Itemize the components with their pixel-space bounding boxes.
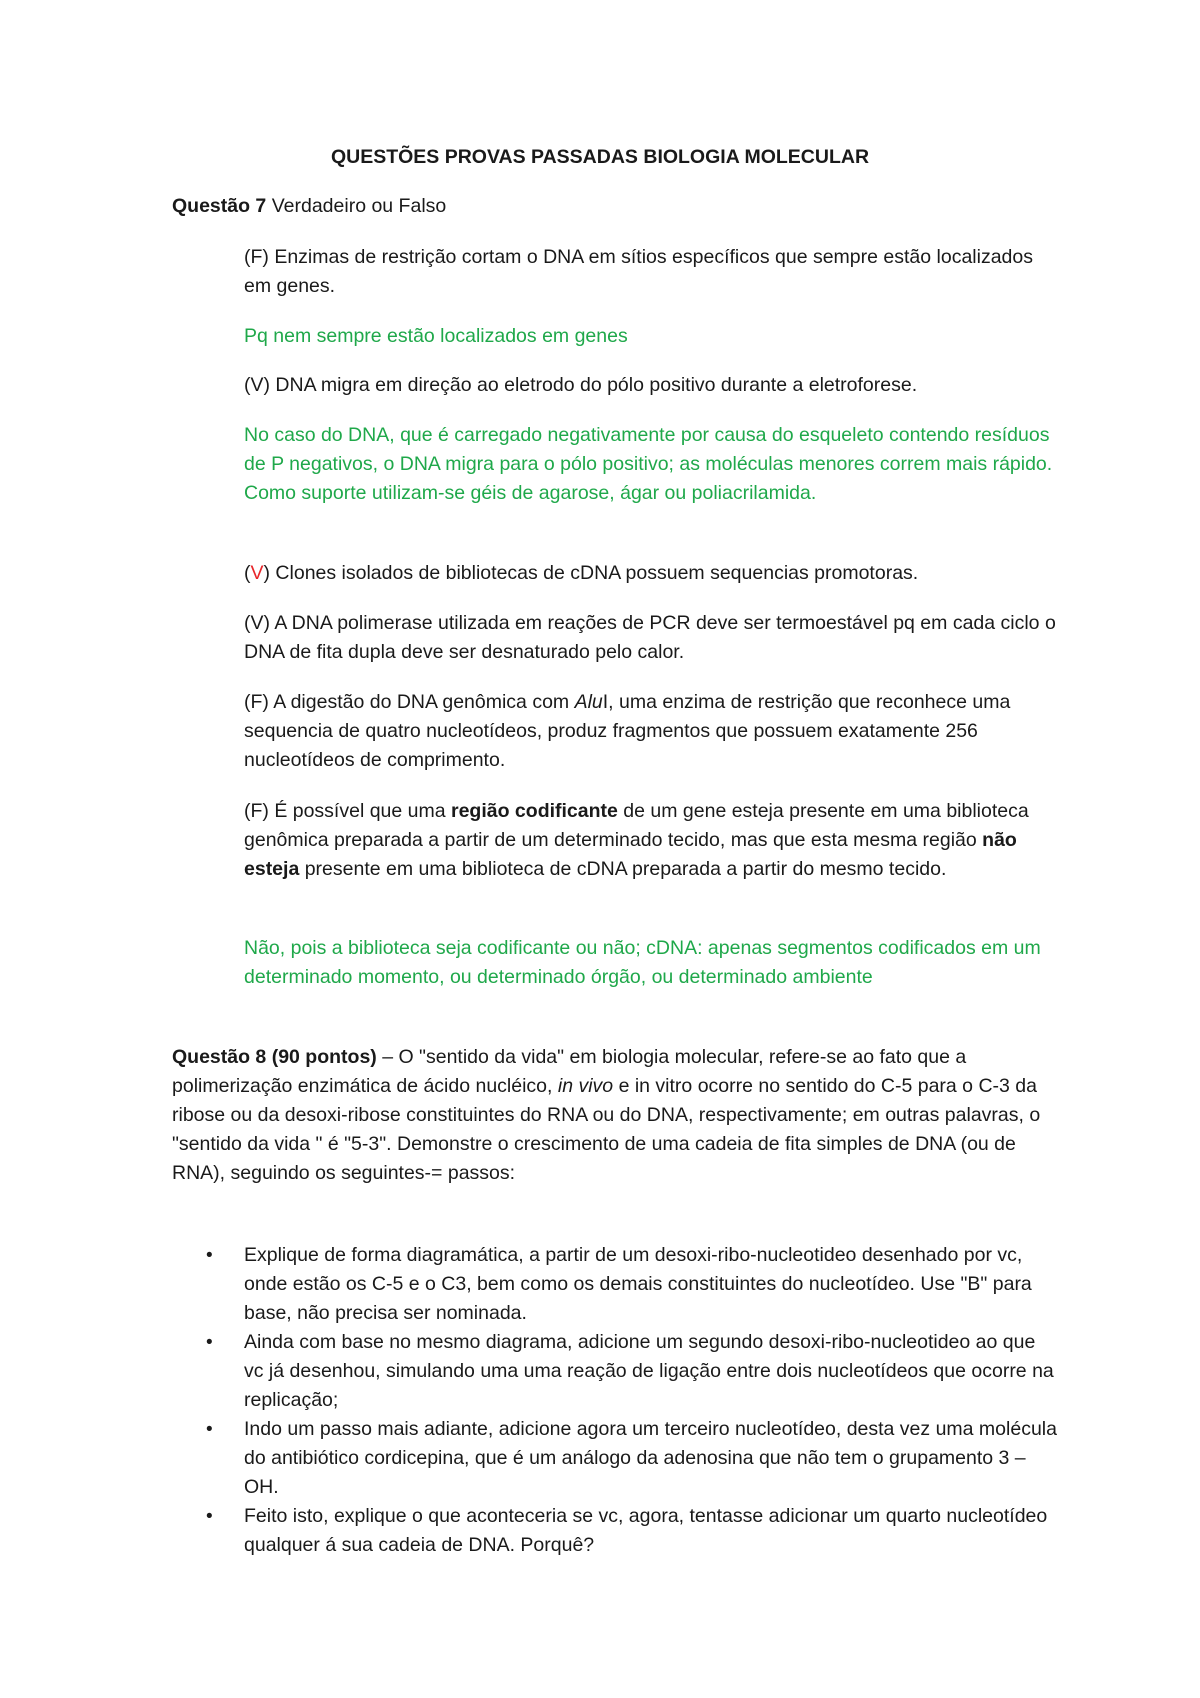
q7-item-2-text: DNA migra em direção ao eletrodo do pólo positivo durante a eletroforese. (270, 374, 918, 396)
q7-item-6 (244, 797, 1064, 884)
list-item (200, 1415, 1060, 1502)
q7-item-3-text: Clones isolados de bibliotecas de cDNA possuem sequencias promotoras. (270, 562, 919, 584)
q7-item-3-open: ( (244, 562, 251, 584)
q7-item-1-text: Enzimas de restrição cortam o DNA em sítios específicos que sempre estão localizados em genes. (244, 246, 1033, 297)
q7-item-1 (244, 243, 1064, 301)
question-8-statement (172, 1043, 1052, 1188)
bullet-icon: • (206, 1506, 213, 1527)
q7-item-6-bold-2: não esteja (244, 829, 1017, 880)
q7-item-5-alu: Alu (574, 691, 603, 713)
q7-item-6-text-a: (F) É possível que uma (244, 800, 451, 822)
q7-item-6-answer: Não, pois a biblioteca seja codificante ou não; cDNA: apenas segmentos codificados em um determinado momento, ou determinado órgão, ou determinado ambiente (244, 937, 1041, 988)
question-7-heading (172, 192, 1052, 221)
bullet-icon: • (206, 1245, 213, 1266)
q7-item-6-bold-1: região codificante (451, 800, 618, 822)
question-8-text-a: – O "sentido da vida" em biologia molecular, refere-se ao fato que a polimerização enzimática de ácido nucléico, (172, 1046, 967, 1097)
q7-item-6-text-c: presente em uma biblioteca de cDNA preparada a partir do mesmo tecido. (299, 858, 947, 880)
q7-item-3-mark: V (250, 562, 264, 584)
bullet-icon: • (206, 1419, 213, 1440)
q7-item-3-close: ) (263, 562, 271, 584)
q7-item-6-text-b: de um gene esteja presente em uma biblioteca genômica preparada a partir de um determinado tecido, mas que esta mesma região (244, 800, 1029, 851)
question-8-text-b: e in vitro ocorre no sentido do C-5 para o C-3 da ribose ou da desoxi-ribose constituintes do RNA ou do DNA, respectivamente; em outras palavras, o "sentido da vida " é "5-3". Demonstre o crescimento de uma cadeia de fita simples de DNA (ou de RNA), seguindo os seguintes-= passos: (172, 1075, 1041, 1184)
list-item (200, 1502, 1060, 1560)
q7-item-1-mark: (F) (244, 246, 269, 268)
list-item-text: Indo um passo mais adiante, adicione agora um terceiro nucleotídeo, desta vez uma molécula do antibiótico cordicepina, que é um análogo da adenosina que não tem o grupamento 3 – OH. (244, 1418, 1057, 1498)
q7-item-5-text-a: (F) A digestão do DNA genômica com (244, 691, 575, 713)
q7-item-1-answer: Pq nem sempre estão localizados em genes (244, 325, 628, 347)
list-item-text: Ainda com base no mesmo diagrama, adicione um segundo desoxi-ribo-nucleotideo ao que vc já desenhou, simulando uma uma reação de ligação entre dois nucleotídeos que ocorre na replicação; (244, 1331, 1054, 1411)
q7-item-2-answer: No caso do DNA, que é carregado negativamente por causa do esqueleto contendo resíduos de P negativos, o DNA migra para o pólo positivo; as moléculas menores correm mais rápido. Como suporte utilizam-se géis de agarose, ágar ou poliacrilamida. (244, 424, 1053, 504)
question-8-steps (200, 1241, 1060, 1560)
bullet-icon: • (206, 1332, 213, 1353)
question-7-label: Questão 7 (172, 195, 267, 217)
list-item (200, 1328, 1060, 1415)
q7-item-2 (244, 371, 1064, 400)
q7-item-5 (244, 688, 1064, 775)
q7-item-4: (V) A DNA polimerase utilizada em reações de PCR deve ser termoestável pq em cada ciclo o DNA de fita dupla deve ser desnaturado pelo calor. (244, 612, 1056, 663)
question-8-label: Questão 8 (90 pontos) (172, 1046, 377, 1068)
q7-item-5-text-b: I, uma enzima de restrição que reconhece uma sequencia de quatro nucleotídeos, produz fragmentos que possuem exatamente 256 nucleotídeos de comprimento. (244, 691, 1011, 771)
list-item-text: Feito isto, explique o que aconteceria se vc, agora, tentasse adicionar um quarto nucleotídeo qualquer á sua cadeia de DNA. Porquê? (244, 1505, 1048, 1556)
question-7-text: Verdadeiro ou Falso (266, 195, 447, 217)
page-title: QUESTÕES PROVAS PASSADAS BIOLOGIA MOLECULAR (330, 146, 870, 168)
q7-item-2-mark: (V) (244, 374, 270, 396)
q7-item-3 (244, 559, 1064, 588)
list-item-text: Explique de forma diagramática, a partir de um desoxi-ribo-nucleotideo desenhado por vc, onde estão os C-5 e o C3, bem como os demais constituintes do nucleotídeo. Use "B" para base, não precisa ser nominada. (244, 1244, 1032, 1324)
question-8-in-vivo: in vivo (557, 1075, 614, 1097)
list-item (200, 1241, 1060, 1328)
